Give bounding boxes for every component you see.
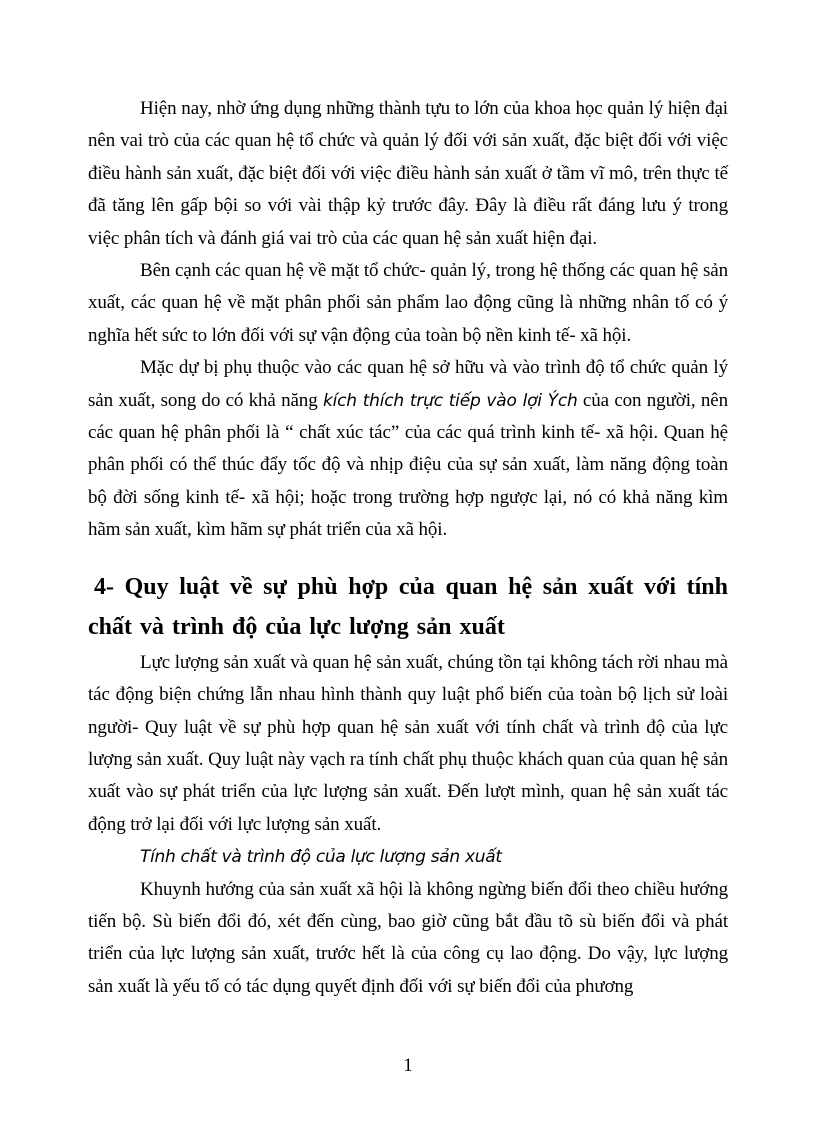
paragraph-text-before: Mặc dự bị phụ thuộc vào các quan hệ sở hữu và vào trình độ tổ chức quản lý sản xuất, song do có khả năng (88, 357, 728, 411)
paragraph-distribution-catalyst (88, 352, 728, 546)
emphasized-phrase: kích thích trực tiếp vào lợi Ých (322, 390, 578, 411)
page-content (88, 93, 728, 1003)
section-heading: 4- Quy luật về sự phù hợp của quan hệ sản xuất với tính chất và trình độ của lực lượng sản xuất (88, 573, 728, 640)
paragraph-law-of-correspondence: Lực lượng sản xuất và quan hệ sản xuất, chúng tồn tại không tách rời nhau mà tác động biện chứng lẫn nhau hình thành quy luật phổ biến của toàn bộ lịch sử loài người- Quy luật về sự phù hợp quan hệ sản xuất với tính chất và trình độ của lực lượng sản xuất. Quy luật này vạch ra tính chất phụ thuộc khách quan của quan hệ sản xuất vào sự phát triển của lực lượng sản xuất. Đến lượt mình, quan hệ sản xuất tác động trở lại đối với lực lượng sản xuất. (88, 651, 728, 835)
page-number: 1 (403, 1055, 413, 1076)
paragraph-management-role: Hiện nay, nhờ ứng dụng những thành tựu to lớn của khoa học quản lý hiện đại nên vai trò của các quan hệ tổ chức và quản lý đối với sản xuất, đặc biệt đối với việc điều hành sản xuất, đặc biệt đối với việc điều hành sản xuất ở tầm vĩ mô, trên thực tế đã tăng lên gấp bội so với vài thập kỷ trước đây. Đây là điều rất đáng lưu ý trong việc phân tích và đánh giá vai trò của các quan hệ sản xuất hiện đại. (88, 98, 728, 249)
paragraph-distribution-relations: Bên cạnh các quan hệ về mặt tổ chức- quản lý, trong hệ thống các quan hệ sản xuất, các quan hệ về mặt phân phối sản phẩm lao động cũng là những nhân tố có ý nghĩa hết sức to lớn đối với sự vận động của toàn bộ nền kinh tế- xã hội. (88, 260, 728, 346)
paragraph-production-tendency: Khuynh hướng của sản xuất xã hội là không ngừng biến đổi theo chiều hướng tiến bộ. Sù biến đổi đó, xét đến cùng, bao giờ cũng bắt đầu tõ sù biến đổi và phát triển của lực lượng sản xuất, trước hết là của công cụ lao động. Do vậy, lực lượng sản xuất là yếu tố có tác dụng quyết định đối với sự biến đổi của phương (88, 878, 728, 997)
subheading-nature-and-level: Tính chất và trình độ của lực lượng sản xuất (140, 847, 502, 868)
paragraph-text-after: của con người, nên các quan hệ phân phối là “ chất xúc tác” của các quá trình kinh tế- xã hội. Quan hệ phân phối có thể thúc đẩy tốc độ và nhịp điệu của sự sản xuất, làm năng động toàn bộ đời sống kinh tế- xã hội; hoặc trong trường hợp ngược lại, nó có khả năng kìm hãm sản xuất, kìm hãm sự phát triển của xã hội. (88, 389, 728, 541)
